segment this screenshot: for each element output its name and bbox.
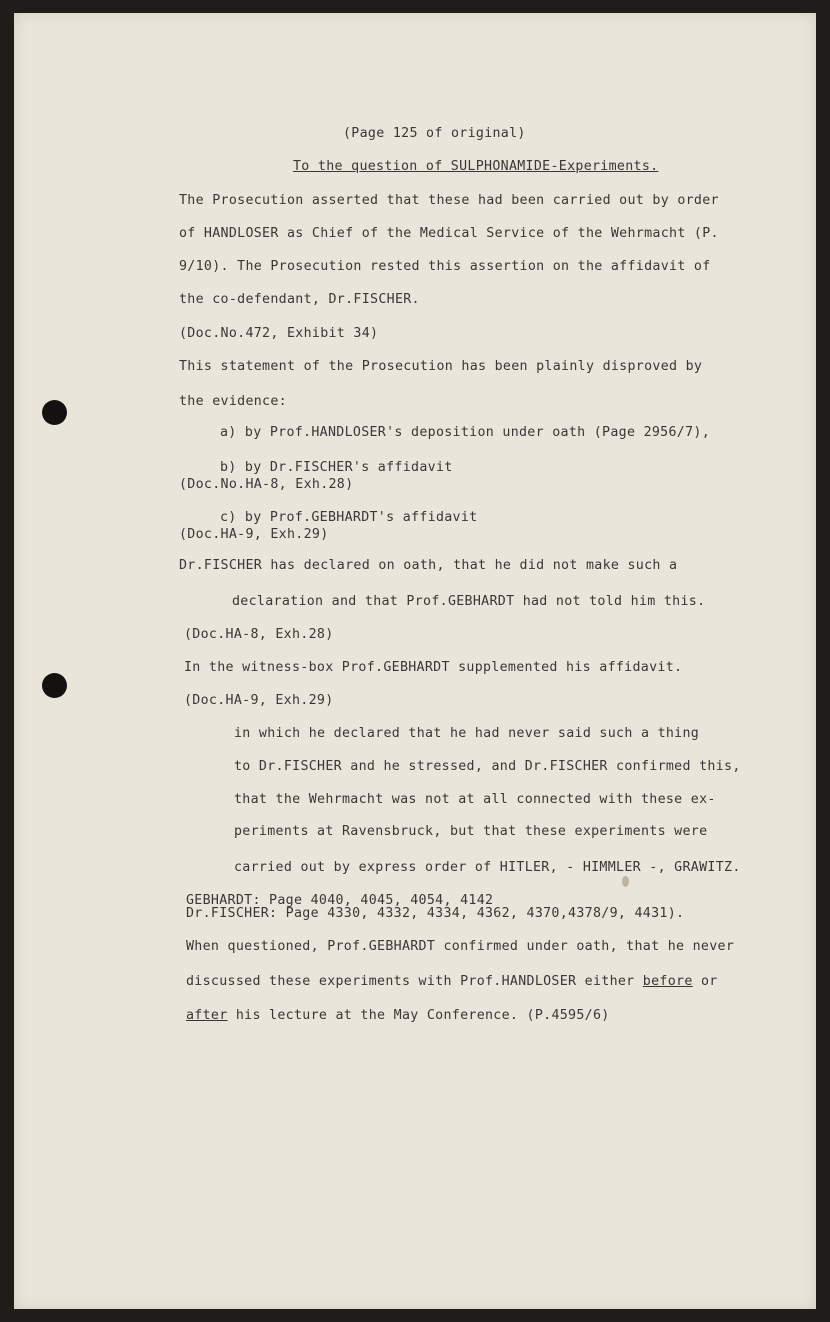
text-line: periments at Ravensbruck, but that these experiments were — [234, 824, 708, 839]
text-line: declaration and that Prof.GEBHARDT had not told him this. — [232, 594, 706, 609]
page-reference: GEBHARDT: Page 4040, 4045, 4054, 4142 — [186, 893, 494, 908]
text-line: When questioned, Prof.GEBHARDT confirmed under oath, that he never — [186, 939, 735, 954]
list-item-c: c) by Prof.GEBHARDT's affidavit — [220, 510, 478, 525]
page-reference: Dr.FISCHER: Page 4330, 4332, 4334, 4362, 4370,4378/9, 4431). — [186, 906, 685, 921]
heading: To the question of SULPHONAMIDE-Experiments. — [293, 159, 659, 174]
line-remainder: his lecture at the May Conference. (P.4595/6) — [227, 1008, 610, 1023]
text-line: to Dr.FISCHER and he stressed, and Dr.FISCHER confirmed this, — [234, 759, 741, 774]
text-line: the evidence: — [179, 394, 287, 409]
underlined-word: before — [642, 974, 693, 989]
doc-reference: (Doc.No.HA-8, Exh.28) — [179, 477, 354, 492]
text-line: the co-defendant, Dr.FISCHER. — [179, 292, 420, 307]
underlined-word: after — [186, 1008, 228, 1023]
text-line: This statement of the Prosecution has been plainly disproved by — [179, 359, 703, 374]
ink-blot — [622, 876, 629, 887]
text-line: In the witness-box Prof.GEBHARDT supplemented his affidavit. — [184, 660, 683, 675]
doc-reference: (Doc.HA-9, Exh.29) — [184, 693, 334, 708]
text-line: of HANDLOSER as Chief of the Medical Service of the Wehrmacht (P. — [179, 226, 719, 241]
punch-hole-bottom — [42, 673, 67, 698]
list-item-a: a) by Prof.HANDLOSER's deposition under oath (Page 2956/7), — [220, 425, 711, 440]
text-line: that the Wehrmacht was not at all connected with these ex- — [234, 792, 716, 807]
page-header: (Page 125 of original) — [343, 126, 526, 141]
doc-reference: (Doc.HA-8, Exh.28) — [184, 627, 334, 642]
text-line: The Prosecution asserted that these had been carried out by order — [179, 193, 719, 208]
text-line: 9/10). The Prosecution rested this assertion on the affidavit of — [179, 259, 711, 274]
text-line: carried out by express order of HITLER, - HIMMLER -, GRAWITZ. — [234, 860, 741, 875]
last-text-line — [186, 1008, 610, 1023]
text-line: Dr.FISCHER has declared on oath, that he did not make such a — [179, 558, 678, 573]
text-line: in which he declared that he had never said such a thing — [234, 726, 700, 741]
text-line: discussed these experiments with Prof.HANDLOSER either before or — [186, 974, 718, 989]
list-item-b: b) by Dr.FISCHER's affidavit — [220, 460, 453, 475]
punch-hole-top — [42, 400, 67, 425]
doc-reference: (Doc.HA-9, Exh.29) — [179, 527, 329, 542]
doc-reference: (Doc.No.472, Exhibit 34) — [179, 326, 379, 341]
